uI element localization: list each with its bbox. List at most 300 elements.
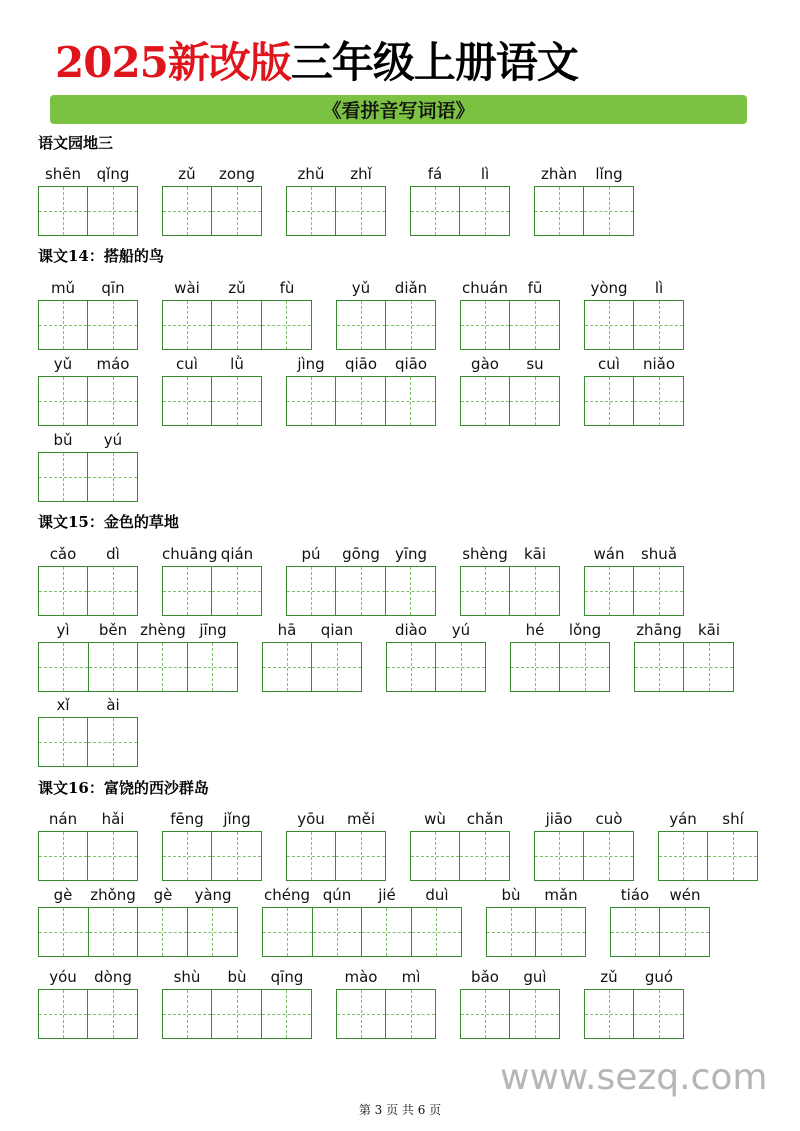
tian-zi-ge-box[interactable] [163,377,212,425]
word-item [410,809,510,881]
pinyin-syllable: shí [722,810,744,828]
tian-zi-ge-box[interactable] [660,908,709,956]
pinyin-row [386,620,486,640]
writing-grid [510,642,610,692]
pinyin-syllable: gè [153,886,173,904]
tian-zi-ge-box[interactable] [510,301,559,349]
pinyin-syllable: lǐng [595,165,623,183]
writing-grid [162,376,262,426]
writing-grid [410,186,510,236]
writing-grid [262,642,362,692]
pinyin-syllable: qún [322,886,352,904]
writing-grid [584,989,684,1039]
writing-grid [38,186,138,236]
pinyin-syllable: shù [173,968,201,986]
writing-grid [584,376,684,426]
word-item [162,967,312,1039]
tian-zi-ge-box[interactable] [511,643,560,691]
word-item [386,620,486,692]
pinyin-syllable: cuì [598,355,620,373]
tian-zi-ge-box[interactable] [188,908,238,956]
tian-zi-ge-box[interactable] [88,301,137,349]
tian-zi-ge-box[interactable] [88,990,137,1038]
pinyin-syllable: qiāo [394,355,428,373]
pinyin-syllable: máo [96,355,130,373]
tian-zi-ge-box[interactable] [461,567,510,615]
tian-zi-ge-box[interactable] [312,643,361,691]
tian-zi-ge-box[interactable] [287,832,336,880]
word-item [584,967,684,1039]
pinyin-row [38,164,138,184]
pinyin-syllable: jīng [199,621,227,639]
tian-zi-ge-box[interactable] [386,990,435,1038]
tian-zi-ge-box[interactable] [88,718,137,766]
pinyin-syllable: yīng [394,545,428,563]
tian-zi-ge-box[interactable] [461,377,510,425]
pinyin-row [410,164,510,184]
tian-zi-ge-box[interactable] [411,832,460,880]
writing-grid [534,831,634,881]
word-item [286,164,386,236]
tian-zi-ge-box[interactable] [535,187,584,235]
writing-grid [584,300,684,350]
banner-label: 《看拼音写词语》 [322,100,475,122]
writing-grid [38,717,138,767]
writing-grid [460,989,560,1039]
pinyin-syllable: cuì [176,355,198,373]
tian-zi-ge-box[interactable] [262,990,311,1038]
word-item [162,354,262,426]
word-item [336,278,436,350]
writing-grid [460,566,560,616]
pinyin-row [262,620,362,640]
tian-zi-ge-box[interactable] [212,832,261,880]
word-item [286,354,436,426]
tian-zi-ge-box[interactable] [212,301,261,349]
word-item [38,278,138,350]
writing-grid [38,989,138,1039]
pinyin-syllable: wù [424,810,446,828]
word-item [634,620,734,692]
tian-zi-ge-box[interactable] [535,832,584,880]
tian-zi-ge-box[interactable] [39,567,88,615]
pinyin-syllable: wán [593,545,625,563]
tian-zi-ge-box[interactable] [138,908,188,956]
tian-zi-ge-box[interactable] [138,643,188,691]
pinyin-syllable: qǐng [96,165,130,183]
pinyin-syllable: zhǒng [90,886,136,904]
pinyin-syllable: yóu [49,968,77,986]
pinyin-row [38,544,138,564]
pinyin-row [286,354,436,374]
pinyin-syllable: zǔ [228,279,246,297]
word-item [38,967,138,1039]
word-item [534,164,634,236]
writing-grid [336,300,436,350]
tian-zi-ge-box[interactable] [460,187,509,235]
tian-zi-ge-box[interactable] [336,377,385,425]
tian-zi-ge-box[interactable] [510,377,559,425]
tian-zi-ge-box[interactable] [163,187,212,235]
word-item [162,164,262,236]
pinyin-syllable: fù [279,279,295,297]
tian-zi-ge-box[interactable] [387,643,436,691]
tian-zi-ge-box[interactable] [634,567,683,615]
writing-grid [286,831,386,881]
pinyin-row [162,278,312,298]
section-title: 课文16：富饶的西沙群岛 [38,779,209,797]
tian-zi-ge-box[interactable] [88,187,137,235]
word-item [38,430,138,502]
pinyin-syllable: gōng [342,545,380,563]
writing-grid [658,831,758,881]
tian-zi-ge-box[interactable] [263,908,313,956]
pinyin-syllable: tiáo [620,886,650,904]
pinyin-row [584,544,684,564]
pinyin-syllable: fū [527,279,543,297]
pinyin-syllable: su [526,355,544,373]
pinyin-syllable: mào [344,968,378,986]
tian-zi-ge-box[interactable] [585,567,634,615]
pinyin-row [286,164,386,184]
tian-zi-ge-box[interactable] [336,832,385,880]
pinyin-row [534,809,634,829]
writing-grid [386,642,486,692]
pinyin-syllable: zhāng [636,621,682,639]
tian-zi-ge-box[interactable] [163,832,212,880]
tian-zi-ge-box[interactable] [287,377,336,425]
writing-grid [336,989,436,1039]
tian-zi-ge-box[interactable] [386,377,435,425]
word-item [584,544,684,616]
pinyin-syllable: qiāo [344,355,378,373]
writing-grid [162,186,262,236]
pinyin-syllable: hā [277,621,297,639]
word-item [460,278,560,350]
writing-grid [286,376,436,426]
pinyin-syllable: chéng [263,886,310,904]
pinyin-row [262,885,462,905]
word-item [262,620,362,692]
tian-zi-ge-box[interactable] [684,643,733,691]
tian-zi-ge-box[interactable] [487,908,536,956]
pinyin-row [610,885,710,905]
pinyin-syllable: jìng [297,355,325,373]
tian-zi-ge-box[interactable] [88,567,137,615]
pinyin-syllable: yàng [194,886,232,904]
writing-grid [38,907,238,957]
tian-zi-ge-box[interactable] [460,832,509,880]
writing-grid [534,186,634,236]
writing-grid [634,642,734,692]
tian-zi-ge-box[interactable] [584,832,633,880]
writing-grid [162,989,312,1039]
pinyin-syllable: kāi [697,621,721,639]
pinyin-syllable: zong [218,165,256,183]
writing-grid [38,376,138,426]
pinyin-row [336,278,436,298]
pinyin-syllable: yán [669,810,697,828]
pinyin-syllable: měi [346,810,375,828]
tian-zi-ge-box[interactable] [212,377,261,425]
tian-zi-ge-box[interactable] [611,908,660,956]
pinyin-syllable: mǎn [544,886,578,904]
tian-zi-ge-box[interactable] [212,187,261,235]
writing-grid [610,907,710,957]
tian-zi-ge-box[interactable] [536,908,585,956]
word-item [38,354,138,426]
pinyin-syllable: lǒng [568,621,602,639]
pinyin-syllable: guó [644,968,674,986]
word-item [510,620,610,692]
pinyin-row [584,967,684,987]
writing-grid [38,566,138,616]
pinyin-syllable: bǎo [471,968,499,986]
tian-zi-ge-box[interactable] [163,990,212,1038]
pinyin-row [410,809,510,829]
pinyin-syllable: hǎi [101,810,125,828]
tian-zi-ge-box[interactable] [39,832,88,880]
pinyin-syllable: ài [106,696,120,714]
word-item [38,620,238,692]
pinyin-row [38,695,138,715]
pinyin-row [584,354,684,374]
pinyin-syllable: chǎn [466,810,504,828]
tian-zi-ge-box[interactable] [163,567,212,615]
word-item [286,544,436,616]
tian-zi-ge-box[interactable] [584,187,633,235]
word-item [262,885,462,957]
word-item [38,164,138,236]
pinyin-syllable: pú [301,545,321,563]
pinyin-syllable: jǐng [223,810,251,828]
pinyin-syllable: zhèng [140,621,186,639]
writing-grid [262,907,462,957]
section-title: 语文园地三 [38,134,114,152]
pinyin-row [460,967,560,987]
pinyin-syllable: mǔ [50,279,76,297]
pinyin-row [162,164,262,184]
section-banner [50,95,747,124]
pinyin-row [460,354,560,374]
section-title: 课文14：搭船的鸟 [38,247,164,265]
tian-zi-ge-box[interactable] [585,301,634,349]
pinyin-syllable: běn [98,621,128,639]
tian-zi-ge-box[interactable] [88,832,137,880]
pinyin-syllable: bù [501,886,521,904]
pinyin-syllable: cǎo [49,545,77,563]
pinyin-syllable: yǔ [351,279,371,297]
tian-zi-ge-box[interactable] [163,301,212,349]
pinyin-row [286,544,436,564]
tian-zi-ge-box[interactable] [634,301,683,349]
word-item [460,544,560,616]
tian-zi-ge-box[interactable] [362,908,412,956]
pinyin-row [162,809,262,829]
pinyin-row [460,278,560,298]
tian-zi-ge-box[interactable] [510,990,559,1038]
word-item [460,354,560,426]
tian-zi-ge-box[interactable] [510,567,559,615]
writing-grid [486,907,586,957]
writing-grid [410,831,510,881]
pinyin-syllable: mì [401,968,421,986]
tian-zi-ge-box[interactable] [386,301,435,349]
tian-zi-ge-box[interactable] [634,377,683,425]
pinyin-syllable: wài [174,279,200,297]
tian-zi-ge-box[interactable] [634,990,683,1038]
tian-zi-ge-box[interactable] [313,908,363,956]
word-item [584,354,684,426]
tian-zi-ge-box[interactable] [212,990,261,1038]
tian-zi-ge-box[interactable] [708,832,757,880]
pinyin-row [38,620,238,640]
writing-grid [286,186,386,236]
pinyin-row [534,164,634,184]
pinyin-syllable: diào [394,621,428,639]
pinyin-syllable: nán [48,810,78,828]
pinyin-syllable: chuán [462,279,508,297]
writing-grid [584,566,684,616]
pinyin-syllable: niǎo [642,355,676,373]
word-item [534,809,634,881]
pinyin-syllable: bù [227,968,247,986]
tian-zi-ge-box[interactable] [212,567,261,615]
tian-zi-ge-box[interactable] [411,187,460,235]
tian-zi-ge-box[interactable] [89,643,139,691]
pinyin-row [486,885,586,905]
tian-zi-ge-box[interactable] [39,718,88,766]
pinyin-syllable: chuāng [162,545,218,563]
pinyin-syllable: guì [523,968,547,986]
pinyin-syllable: wén [669,886,701,904]
word-item [38,809,138,881]
pinyin-row [38,430,138,450]
tian-zi-ge-box[interactable] [263,643,312,691]
pinyin-syllable: yōu [297,810,325,828]
tian-zi-ge-box[interactable] [39,643,89,691]
watermark: www.sezq.com [500,1057,768,1098]
pinyin-syllable: yú [451,621,471,639]
pinyin-row [584,278,684,298]
word-item [658,809,758,881]
pinyin-syllable: lǜ [230,355,244,373]
pinyin-syllable: jiāo [545,810,573,828]
pinyin-syllable: gè [53,886,73,904]
pinyin-syllable: dòng [94,968,132,986]
pinyin-row [162,354,262,374]
tian-zi-ge-box[interactable] [287,567,336,615]
pinyin-row [38,278,138,298]
writing-grid [162,300,312,350]
pinyin-syllable: shēn [44,165,82,183]
tian-zi-ge-box[interactable] [560,643,609,691]
tian-zi-ge-box[interactable] [337,301,386,349]
pinyin-syllable: fēng [170,810,204,828]
tian-zi-ge-box[interactable] [39,990,88,1038]
pinyin-syllable: fá [427,165,443,183]
pinyin-syllable: yú [103,431,123,449]
writing-grid [286,566,436,616]
pinyin-syllable: qīng [270,968,304,986]
pinyin-syllable: qīn [101,279,125,297]
pinyin-syllable: lì [654,279,664,297]
pinyin-syllable: dì [106,545,120,563]
section-title: 课文15：金色的草地 [38,513,179,531]
pinyin-syllable: cuò [595,810,623,828]
tian-zi-ge-box[interactable] [337,990,386,1038]
tian-zi-ge-box[interactable] [585,377,634,425]
pinyin-syllable: yì [56,621,70,639]
tian-zi-ge-box[interactable] [436,643,485,691]
word-item [38,695,138,767]
tian-zi-ge-box[interactable] [336,187,385,235]
writing-grid [460,300,560,350]
tian-zi-ge-box[interactable] [39,453,88,501]
tian-zi-ge-box[interactable] [39,908,89,956]
pinyin-syllable: qián [220,545,254,563]
tian-zi-ge-box[interactable] [659,832,708,880]
pinyin-syllable: qian [320,621,354,639]
pinyin-syllable: kāi [523,545,547,563]
word-item [410,164,510,236]
pinyin-syllable: jié [378,886,396,904]
pinyin-syllable: shuǎ [640,545,678,563]
pinyin-syllable: lì [480,165,490,183]
writing-grid [38,452,138,502]
tian-zi-ge-box[interactable] [585,990,634,1038]
tian-zi-ge-box[interactable] [262,301,311,349]
word-item [584,278,684,350]
word-item [460,967,560,1039]
title-year-edition: 2025新改版 [55,38,291,87]
tian-zi-ge-box[interactable] [461,301,510,349]
page-title [55,38,578,88]
pinyin-row [510,620,610,640]
tian-zi-ge-box[interactable] [412,908,462,956]
pinyin-syllable: zhàn [540,165,578,183]
tian-zi-ge-box[interactable] [635,643,684,691]
tian-zi-ge-box[interactable] [188,643,238,691]
tian-zi-ge-box[interactable] [336,567,385,615]
pinyin-row [460,544,560,564]
pinyin-syllable: gào [471,355,499,373]
pinyin-syllable: zhǐ [350,165,372,183]
pinyin-row [38,885,238,905]
tian-zi-ge-box[interactable] [287,187,336,235]
tian-zi-ge-box[interactable] [461,990,510,1038]
pinyin-row [38,354,138,374]
writing-grid [460,376,560,426]
tian-zi-ge-box[interactable] [386,567,435,615]
pinyin-syllable: zǔ [178,165,196,183]
pinyin-syllable: duì [425,886,449,904]
tian-zi-ge-box[interactable] [39,301,88,349]
writing-grid [162,566,262,616]
word-item [38,544,138,616]
pinyin-row [286,809,386,829]
writing-grid [38,831,138,881]
tian-zi-ge-box[interactable] [39,187,88,235]
word-item [286,809,386,881]
tian-zi-ge-box[interactable] [89,908,139,956]
word-item [162,544,262,616]
pinyin-row [162,544,262,564]
tian-zi-ge-box[interactable] [39,377,88,425]
tian-zi-ge-box[interactable] [88,377,137,425]
tian-zi-ge-box[interactable] [88,453,137,501]
pinyin-row [634,620,734,640]
